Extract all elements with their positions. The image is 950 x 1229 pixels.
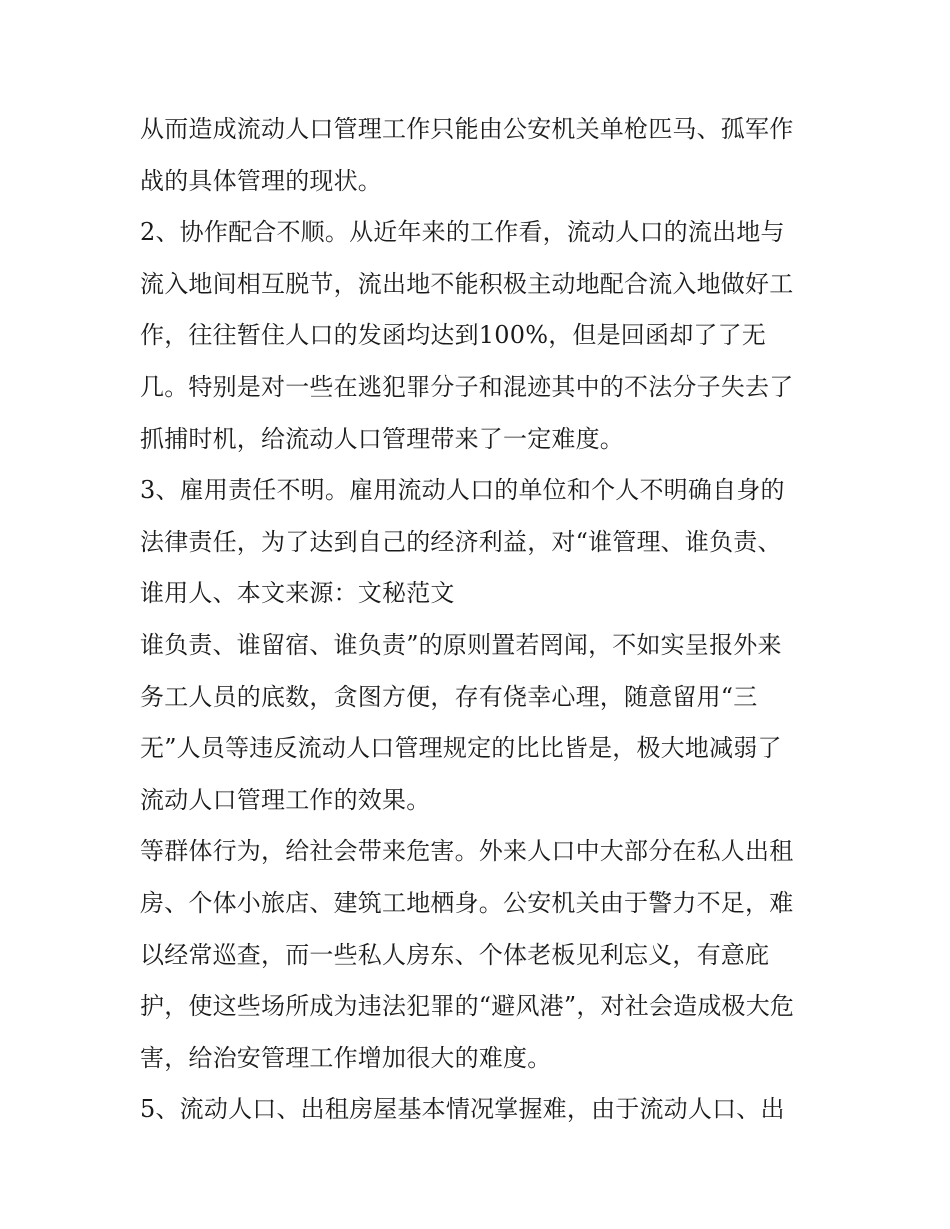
text-line: 3、雇用责任不明。雇用流动人口的单位和个人不明确自身的 bbox=[140, 476, 785, 505]
text-line: 谁负责、谁留宿、谁负责”的原则置若罔闻，不如实呈报外来 bbox=[140, 630, 782, 659]
text-line: 5、流动人口、出租房屋基本情况掌握难，由于流动人口、出 bbox=[140, 1095, 785, 1124]
text-line: 害，给治安管理工作增加很大的难度。 bbox=[140, 1043, 552, 1072]
body-text bbox=[140, 104, 830, 1136]
text-line: 房、个体小旅店、建筑工地栖身。公安机关由于警力不足，难 bbox=[140, 888, 794, 917]
text-line: 流入地间相互脱节，流出地不能积极主动地配合流入地做好工 bbox=[140, 269, 794, 298]
text-line: 谁用人、本文来源：文秘范文 bbox=[140, 579, 455, 608]
text-line: 几。特别是对一些在逃犯罪分子和混迹其中的不法分子失去了 bbox=[140, 372, 794, 401]
text-line: 战的具体管理的现状。 bbox=[140, 166, 382, 195]
text-line: 护，使这些场所成为违法犯罪的“避风港”，对社会造成极大危 bbox=[140, 992, 795, 1021]
text-line: 2、协作配合不顺。从近年来的工作看，流动人口的流出地与 bbox=[140, 218, 785, 247]
text-line: 从而造成流动人口管理工作只能由公安机关单枪匹马、孤军作 bbox=[140, 115, 794, 143]
text-line: 无”人员等违反流动人口管理规定的比比皆是，极大地减弱了 bbox=[140, 734, 782, 763]
text-line: 作，往往暂住人口的发函均达到100%，但是回函却了了无 bbox=[140, 321, 767, 350]
text-line: 务工人员的底数，贪图方便，存有侥幸心理，随意留用“三 bbox=[140, 682, 758, 711]
text-line: 抓捕时机，给流动人口管理带来了一定难度。 bbox=[140, 424, 624, 453]
text-line: 流动人口管理工作的效果。 bbox=[140, 785, 431, 814]
text-line: 以经常巡查，而一些私人房东、个体老板见利忘义，有意庇 bbox=[140, 940, 770, 969]
text-line: 法律责任，为了达到自己的经济利益，对“谁管理、谁负责、 bbox=[140, 527, 782, 556]
text-line: 等群体行为，给社会带来危害。外来人口中大部分在私人出租 bbox=[140, 837, 794, 866]
